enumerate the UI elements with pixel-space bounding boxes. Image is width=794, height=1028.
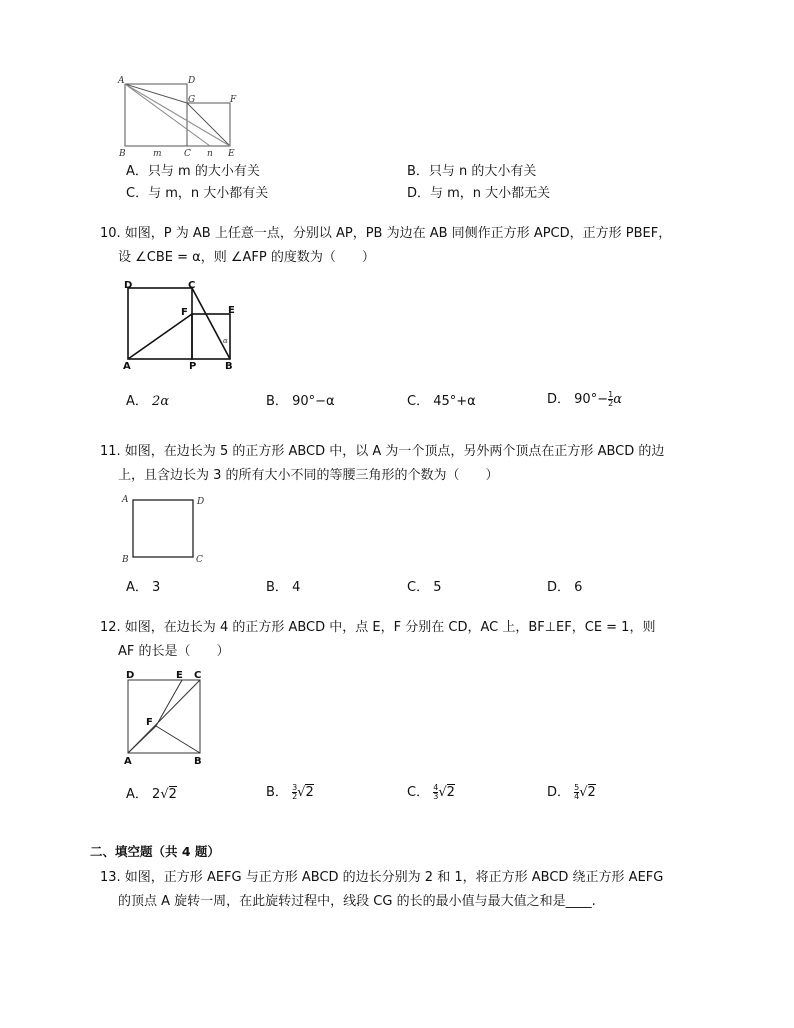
q9-option-a[interactable] — [126, 160, 260, 179]
fraction-numerator: 1 — [608, 390, 614, 399]
option-letter: B． — [407, 164, 429, 179]
q11-option-d[interactable] — [547, 576, 582, 595]
sqrt-icon: √ — [579, 785, 588, 800]
option-letter: C． — [407, 394, 430, 409]
q10-option-a[interactable] — [126, 390, 169, 409]
radicand: 2 — [168, 787, 177, 802]
label-D: D — [197, 497, 205, 507]
option-text: 45°+α — [433, 394, 476, 409]
option-text: 6 — [574, 580, 583, 595]
label-G: G — [188, 95, 196, 105]
fraction-denominator: 3 — [433, 792, 439, 801]
q12-line2: AF 的长是（ ） — [118, 644, 230, 659]
label-E: E — [228, 149, 235, 158]
q11-line1: 11. 如图，在边长为 5 的正方形 ABCD 中，以 A 为一个顶点，另外两个顶点在正方形 ABCD 的边 — [100, 444, 665, 459]
sqrt-icon: √ — [160, 787, 169, 802]
q10-option-c[interactable] — [407, 390, 476, 409]
radicand: 2 — [587, 785, 596, 800]
label-B: B — [119, 149, 126, 158]
q12-option-b[interactable] — [266, 781, 314, 801]
option-text: 与 m，n 大小都有关 — [148, 186, 269, 201]
label-alpha: α — [223, 337, 228, 345]
label-P: P — [189, 361, 197, 372]
q11-option-a[interactable] — [126, 576, 160, 595]
label-F: F — [181, 307, 188, 318]
option-text: 90°−α — [292, 394, 335, 409]
radicand: 2 — [446, 785, 455, 800]
q10-option-d[interactable] — [547, 388, 622, 408]
label-D: D — [124, 280, 133, 291]
option-text: 只与 m 的大小有关 — [147, 164, 260, 179]
fraction-numerator: 4 — [433, 783, 439, 792]
fraction-denominator: 4 — [574, 792, 580, 801]
q9-option-b[interactable] — [407, 160, 536, 179]
q13-line1: 13. 如图，正方形 AEFG 与正方形 ABCD 的边长分别为 2 和 1，将正方形 ABCD 绕正方形 AEFG — [100, 870, 664, 885]
option-letter: B． — [266, 580, 288, 595]
option-text: 只与 n 的大小有关 — [428, 164, 537, 179]
label-B: B — [194, 756, 202, 767]
q11-figure — [118, 490, 210, 570]
label-A: A — [124, 756, 132, 767]
label-F: F — [146, 717, 153, 728]
q9-option-c[interactable] — [126, 182, 268, 201]
option-letter: A． — [126, 580, 148, 595]
option-letter: C． — [126, 186, 149, 201]
fraction-denominator: 2 — [292, 792, 298, 801]
q10-line2: 设 ∠CBE = α，则 ∠AFP 的度数为（ ） — [118, 250, 375, 265]
q9-figure — [115, 72, 245, 158]
radicand: 2 — [305, 785, 314, 800]
option-letter: D． — [547, 580, 571, 595]
q12-figure — [118, 666, 214, 768]
q10-line1: 10. 如图，P 为 AB 上任意一点，分别以 AP，PB 为边在 AB 同侧作正方形 APCD，正方形 PBEF， — [100, 226, 672, 241]
option-letter: B． — [266, 785, 288, 800]
q12-option-c[interactable] — [407, 781, 455, 801]
label-B: B — [225, 361, 233, 372]
fraction-numerator: 3 — [292, 783, 298, 792]
option-letter: D． — [407, 186, 431, 201]
option-letter: D． — [547, 392, 571, 407]
q13-line2: 的顶点 A 旋转一周，在此旋转过程中，线段 CG 的长的最小值与最大值之和是____. — [118, 894, 596, 909]
option-text: 4 — [292, 580, 301, 595]
label-D: D — [126, 670, 135, 681]
label-B: B — [122, 555, 129, 565]
label-n: n — [207, 149, 213, 158]
q10-figure — [118, 278, 248, 372]
label-A: A — [118, 76, 125, 86]
option-text: 2α — [152, 394, 170, 409]
option-letter: C． — [407, 580, 430, 595]
q12-option-d[interactable] — [547, 781, 596, 801]
option-letter: A． — [126, 394, 148, 409]
sqrt-icon: √ — [297, 785, 306, 800]
q11-option-c[interactable] — [407, 576, 442, 595]
q12-line1: 12. 如图，在边长为 4 的正方形 ABCD 中，点 E，F 分别在 CD，AC 上，BF⊥EF，CE = 1，则 — [100, 620, 656, 635]
label-C: C — [184, 149, 191, 158]
option-text: 90°− — [574, 392, 609, 407]
q9-option-d[interactable] — [407, 182, 550, 201]
label-A: A — [123, 361, 131, 372]
label-E: E — [176, 670, 183, 681]
section-title: 二、填空题（共 4 题） — [90, 844, 220, 859]
q11-line2: 上，且含边长为 3 的所有大小不同的等腰三角形的个数为（ ） — [118, 468, 499, 483]
option-letter: B． — [266, 394, 288, 409]
option-letter: C． — [407, 785, 430, 800]
label-A: A — [122, 495, 129, 505]
label-m: m — [153, 149, 162, 158]
fraction-numerator: 5 — [574, 783, 580, 792]
q11-option-b[interactable] — [266, 576, 300, 595]
fraction-denominator: 2 — [608, 399, 614, 408]
label-C: C — [196, 555, 203, 565]
option-letter: D． — [547, 785, 571, 800]
label-F: F — [230, 95, 237, 105]
option-text: 5 — [433, 580, 442, 595]
coefficient: 2 — [152, 787, 161, 802]
label-E: E — [228, 305, 235, 316]
q12-option-a[interactable] — [126, 783, 177, 802]
label-D: D — [188, 76, 196, 86]
sqrt-icon: √ — [438, 785, 447, 800]
label-C: C — [188, 280, 196, 291]
option-text: 3 — [152, 580, 161, 595]
label-C: C — [194, 670, 202, 681]
option-text: 与 m，n 大小都无关 — [430, 186, 551, 201]
q10-option-b[interactable] — [266, 390, 335, 409]
option-letter: A． — [126, 787, 148, 802]
option-letter: A． — [126, 164, 148, 179]
option-tail: α — [613, 392, 622, 407]
